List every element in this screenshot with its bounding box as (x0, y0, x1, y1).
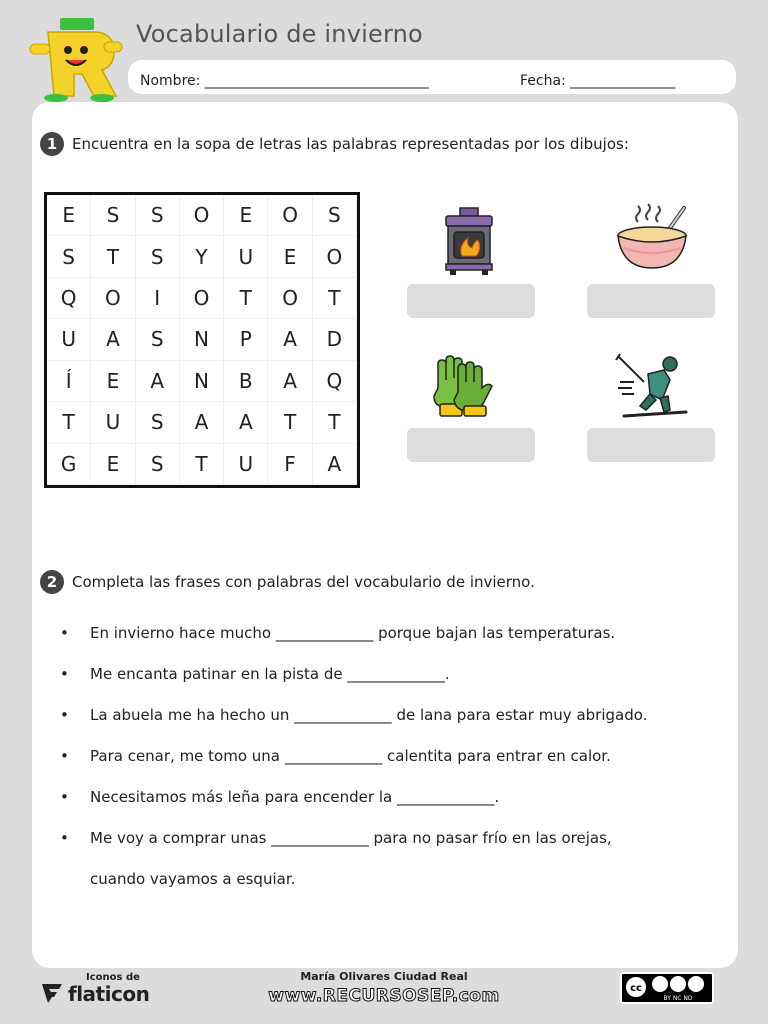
grid-cell[interactable]: T (47, 402, 91, 443)
exercise-1-heading (40, 132, 629, 156)
worksheet-card (32, 102, 738, 968)
answer-box-skier[interactable] (587, 428, 715, 462)
grid-cell[interactable]: I (136, 278, 180, 319)
grid-cell[interactable]: U (47, 319, 91, 360)
name-date-bar (128, 60, 736, 94)
grid-cell[interactable]: A (136, 361, 180, 402)
grid-cell[interactable]: A (91, 319, 135, 360)
exercise-2-instruction: Completa las frases con palabras del vocabulario de invierno. (72, 573, 535, 591)
grid-cell[interactable]: T (313, 278, 357, 319)
stove-icon (442, 206, 496, 276)
grid-cell[interactable]: G (47, 444, 91, 485)
grid-cell[interactable]: Í (47, 361, 91, 402)
grid-cell[interactable]: O (180, 278, 224, 319)
sentence-6: • Me voy a comprar unas _____________ para no pasar frío en las orejas, (60, 829, 612, 847)
flaticon-wordmark: flaticon (68, 982, 150, 1006)
name-field[interactable]: Nombre: ________________________________ (140, 73, 429, 89)
grid-cell[interactable]: E (91, 361, 135, 402)
grid-cell[interactable]: O (180, 195, 224, 236)
grid-cell[interactable]: S (136, 319, 180, 360)
soup-bowl-icon (614, 202, 690, 272)
sentence-3: • La abuela me ha hecho un _____________ de lana para estar muy abrigado. (60, 706, 648, 724)
grid-cell[interactable]: N (180, 361, 224, 402)
exercise-number-badge: 1 (40, 132, 64, 156)
word-search-grid (44, 192, 360, 488)
grid-cell[interactable]: T (268, 402, 312, 443)
grid-cell[interactable]: A (313, 444, 357, 485)
grid-cell[interactable]: O (313, 236, 357, 277)
grid-cell[interactable]: O (268, 195, 312, 236)
exercise-number-badge: 2 (40, 570, 64, 594)
grid-cell[interactable]: S (136, 444, 180, 485)
grid-cell[interactable]: Q (313, 361, 357, 402)
grid-cell[interactable]: U (224, 236, 268, 277)
grid-cell[interactable]: S (136, 402, 180, 443)
grid-cell[interactable]: S (136, 236, 180, 277)
website-link[interactable]: www.RECURSOSEP.com (268, 986, 500, 1006)
exercise-2-heading (40, 570, 535, 594)
exercise-1-instruction: Encuentra en la sopa de letras las palabras representadas por los dibujos: (72, 135, 629, 153)
grid-cell[interactable]: P (224, 319, 268, 360)
sentence-6-continuation: cuando vayamos a esquiar. (90, 870, 296, 888)
sentence-5: • Necesitamos más leña para encender la _____________. (60, 788, 500, 806)
grid-cell[interactable]: T (224, 278, 268, 319)
grid-cell[interactable]: O (91, 278, 135, 319)
grid-cell[interactable]: U (224, 444, 268, 485)
grid-cell[interactable]: S (136, 195, 180, 236)
grid-cell[interactable]: E (268, 236, 312, 277)
sentence-2: • Me encanta patinar en la pista de _____________. (60, 665, 450, 683)
grid-cell[interactable]: A (268, 319, 312, 360)
grid-cell[interactable]: T (313, 402, 357, 443)
grid-cell[interactable]: A (268, 361, 312, 402)
cc-icon (622, 974, 712, 1002)
grid-cell[interactable]: F (268, 444, 312, 485)
grid-cell[interactable]: N (180, 319, 224, 360)
grid-cell[interactable]: B (224, 361, 268, 402)
grid-cell[interactable]: E (91, 444, 135, 485)
grid-cell[interactable]: T (91, 236, 135, 277)
cc-license-badge (620, 972, 714, 1004)
grid-cell[interactable]: E (47, 195, 91, 236)
svg-text:BY NC ND: BY NC ND (663, 995, 693, 1002)
grid-cell[interactable]: A (224, 402, 268, 443)
author-credit: María Olivares Ciudad Real (300, 970, 468, 983)
grid-cell[interactable]: U (91, 402, 135, 443)
sentence-1: • En invierno hace mucho _____________ porque bajan las temperaturas. (60, 624, 616, 642)
date-field[interactable]: Fecha: _______________ (520, 73, 676, 89)
grid-cell[interactable]: Y (180, 236, 224, 277)
grid-cell[interactable]: S (91, 195, 135, 236)
grid-cell[interactable]: T (180, 444, 224, 485)
sentence-4: • Para cenar, me tomo una _____________ calentita para entrar en calor. (60, 747, 611, 765)
grid-cell[interactable]: S (313, 195, 357, 236)
icons-label: Iconos de (86, 972, 140, 983)
answer-box-gloves[interactable] (407, 428, 535, 462)
skier-icon (614, 352, 690, 424)
grid-cell[interactable]: O (268, 278, 312, 319)
grid-cell[interactable]: E (224, 195, 268, 236)
page-title: Vocabulario de invierno (136, 20, 423, 48)
answer-box-soup[interactable] (587, 284, 715, 318)
answer-box-stove[interactable] (407, 284, 535, 318)
grid-cell[interactable]: Q (47, 278, 91, 319)
gloves-icon (428, 352, 498, 420)
recursosep-logo (28, 14, 124, 102)
grid-cell[interactable]: S (47, 236, 91, 277)
svg-text:cc: cc (630, 983, 642, 994)
grid-cell[interactable]: A (180, 402, 224, 443)
grid-cell[interactable]: D (313, 319, 357, 360)
